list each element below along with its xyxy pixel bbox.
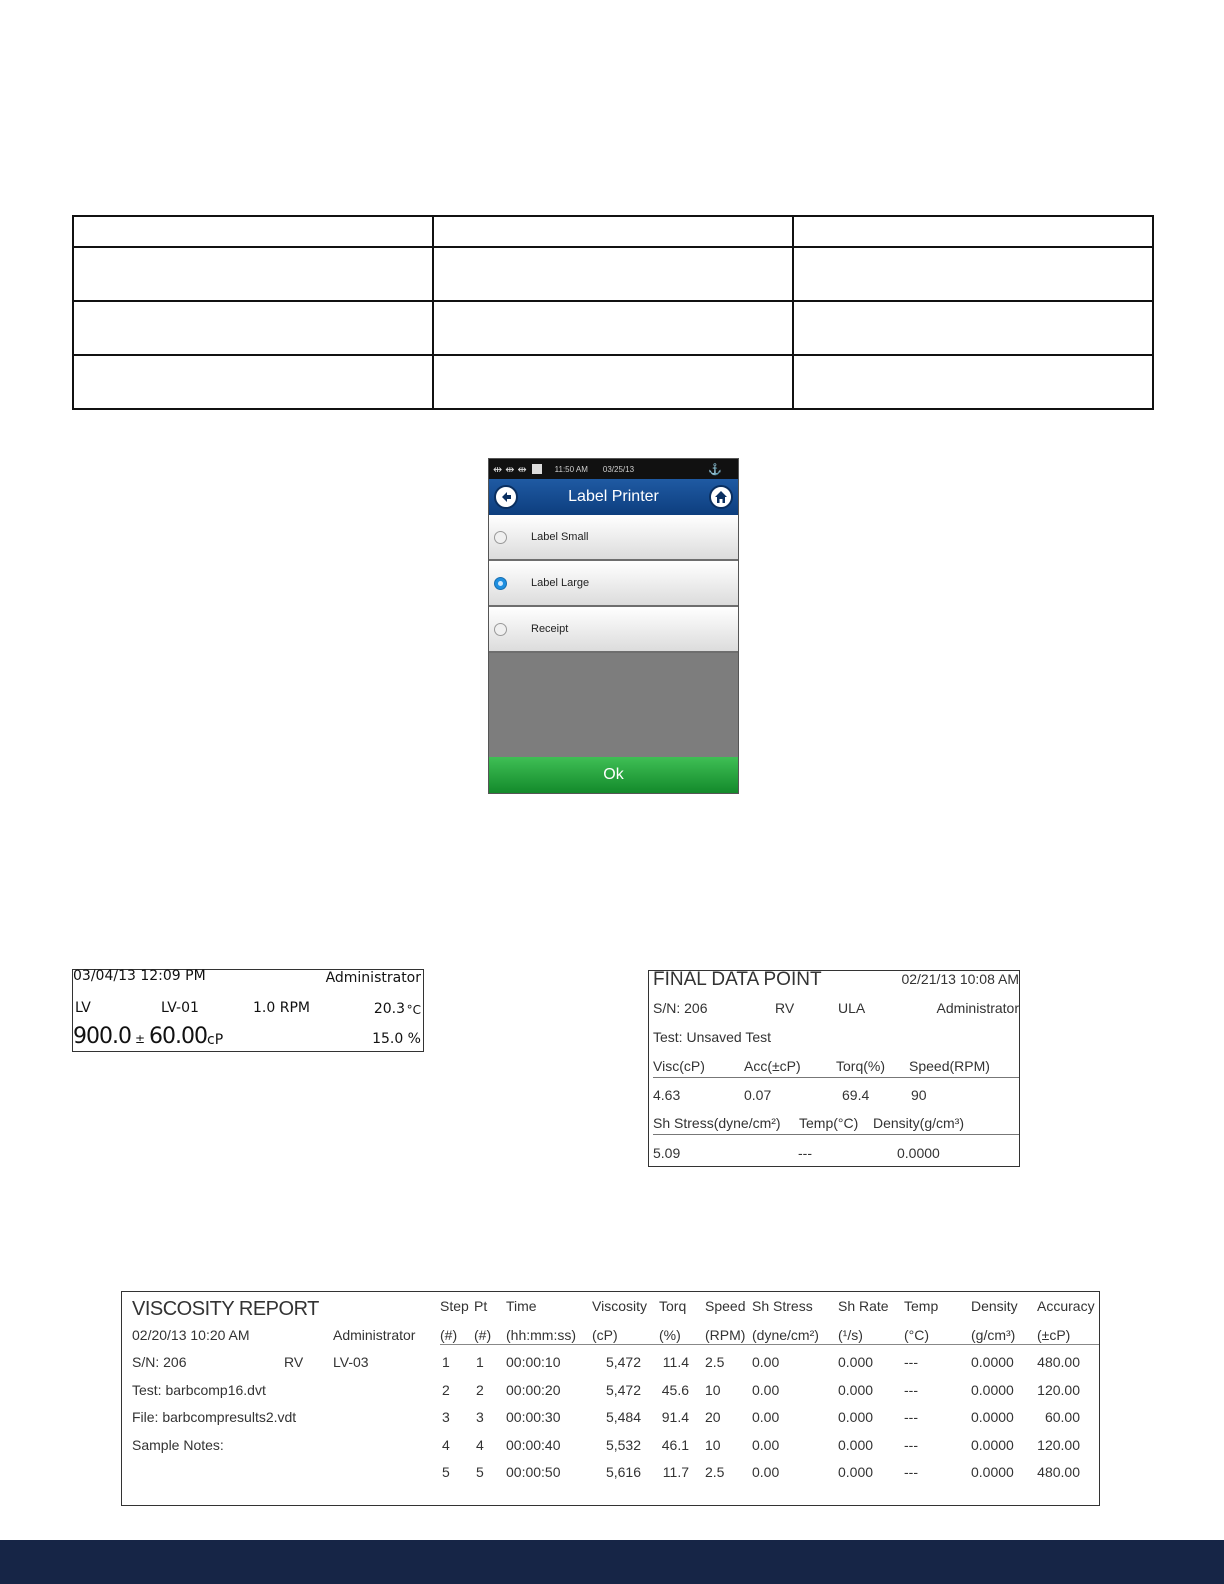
display-spindle: LV-01 — [161, 1000, 199, 1016]
display-visc-unit: cP — [207, 1032, 224, 1048]
report-column-header: Sh Rate — [838, 1298, 889, 1314]
fdp-title: FINAL DATA POINT — [653, 969, 822, 990]
report-column-header: (g/cm³) — [971, 1327, 1016, 1343]
option-label-large[interactable] — [489, 561, 738, 607]
report-cell: 0.000 — [838, 1382, 874, 1398]
radio-label-large[interactable] — [494, 577, 507, 590]
report-cell: 0.00 — [752, 1464, 780, 1480]
report-cell: 11.7 — [662, 1464, 689, 1480]
fdp-test: Test: Unsaved Test — [653, 1029, 772, 1045]
antenna-icon: ⚓ — [708, 463, 722, 476]
fdp-header: Density(g/cm³) — [873, 1115, 965, 1131]
usb-icon: ⇹ — [517, 463, 527, 476]
fdp-value: 0.07 — [744, 1087, 772, 1103]
report-cell: 45.6 — [661, 1382, 689, 1398]
display-accuracy: 60.00 — [149, 1024, 207, 1049]
report-cell: 46.1 — [661, 1437, 689, 1453]
fdp-value: 69.4 — [842, 1087, 870, 1103]
fdp-datetime: 02/21/13 10:08 AM — [901, 971, 1019, 987]
report-title: VISCOSITY REPORT — [132, 1298, 319, 1320]
display-model: LV — [75, 1000, 91, 1016]
report-cell: 00:00:40 — [506, 1437, 561, 1453]
option-label: Receipt — [531, 623, 569, 635]
report-column-header: Pt — [474, 1298, 488, 1314]
report-cell: --- — [904, 1354, 918, 1370]
status-bar — [489, 459, 738, 479]
divider — [653, 1134, 1019, 1135]
printer-icon — [532, 464, 542, 474]
fdp-spindle: ULA — [838, 1000, 866, 1016]
instrument-display — [72, 969, 424, 1052]
report-column-header: Step — [440, 1298, 469, 1314]
report-cell: --- — [904, 1409, 918, 1425]
display-speed: 1.0 RPM — [253, 1000, 310, 1016]
report-cell: 0.00 — [752, 1409, 780, 1425]
report-cell: 60.00 — [1044, 1409, 1080, 1425]
usb-icon: ⇹ — [493, 463, 503, 476]
fdp-value: --- — [798, 1145, 812, 1161]
report-column-header: Accuracy — [1037, 1298, 1095, 1314]
report-cell: 1 — [442, 1354, 450, 1370]
report-cell: 0.0000 — [971, 1437, 1014, 1453]
display-temp-unit: °C — [406, 1003, 421, 1017]
report-cell: 0.000 — [838, 1354, 874, 1370]
ok-button[interactable]: Ok — [489, 757, 738, 793]
report-cell: 5,616 — [605, 1464, 641, 1480]
divider — [440, 1344, 1099, 1345]
report-column-header: (¹/s) — [838, 1327, 863, 1343]
fdp-model: RV — [775, 1000, 795, 1016]
report-column-header: Temp — [904, 1298, 939, 1314]
report-cell: --- — [904, 1464, 918, 1480]
report-cell: 0.0000 — [971, 1354, 1014, 1370]
divider — [653, 1077, 1019, 1078]
report-cell: 4 — [476, 1437, 484, 1453]
report-cell: --- — [904, 1437, 918, 1453]
fdp-header: Torq(%) — [836, 1058, 886, 1074]
option-receipt[interactable] — [489, 607, 738, 653]
report-cell: 0.000 — [838, 1437, 874, 1453]
report-cell: 0.00 — [752, 1354, 780, 1370]
report-cell: 00:00:10 — [506, 1354, 561, 1370]
report-cell: 10 — [705, 1382, 721, 1398]
report-spindle: LV-03 — [333, 1354, 369, 1370]
report-sn: S/N: 206 — [132, 1354, 187, 1370]
option-label: Label Small — [531, 531, 589, 543]
report-column-header: Torq — [659, 1298, 687, 1314]
report-column-header: (#) — [440, 1327, 458, 1343]
fdp-value: 0.0000 — [897, 1145, 940, 1161]
report-datetime: 02/20/13 10:20 AM — [132, 1327, 250, 1343]
fdp-value: 90 — [911, 1087, 927, 1103]
report-column-header: Sh Stress — [752, 1298, 813, 1314]
report-test: Test: barbcomp16.dvt — [132, 1382, 266, 1398]
radio-label-small[interactable] — [494, 531, 507, 544]
fdp-header: Temp(°C) — [799, 1115, 859, 1131]
fdp-header: Sh Stress(dyne/cm²) — [653, 1115, 781, 1131]
display-viscosity: 900.0 — [73, 1024, 131, 1049]
report-column-header: Viscosity — [592, 1298, 647, 1314]
report-cell: 3 — [476, 1409, 484, 1425]
report-cell: --- — [904, 1382, 918, 1398]
report-cell: 120.00 — [1037, 1437, 1080, 1453]
report-column-header: (cP) — [592, 1327, 618, 1343]
title-bar — [489, 479, 738, 515]
report-cell: 5 — [476, 1464, 484, 1480]
report-model: RV — [284, 1354, 304, 1370]
screen-title: Label Printer — [568, 488, 659, 505]
report-cell: 4 — [442, 1437, 450, 1453]
report-cell: 2.5 — [705, 1354, 725, 1370]
report-cell: 0.00 — [752, 1382, 780, 1398]
report-cell: 480.00 — [1037, 1354, 1080, 1370]
viscosity-report-box — [121, 1291, 1100, 1506]
label-printer-screen — [488, 458, 739, 794]
report-column-header: (RPM) — [705, 1327, 746, 1343]
report-cell: 10 — [705, 1437, 721, 1453]
report-column-header: (#) — [474, 1327, 492, 1343]
fdp-header: Visc(cP) — [653, 1058, 705, 1074]
report-cell: 0.00 — [752, 1437, 780, 1453]
report-cell: 480.00 — [1037, 1464, 1080, 1480]
display-temp: 20.3 — [373, 1001, 405, 1017]
report-column-header: (%) — [659, 1327, 681, 1343]
radio-receipt[interactable] — [494, 623, 507, 636]
display-datetime: 03/04/13 12:09 PM — [73, 968, 206, 984]
report-cell: 1 — [476, 1354, 484, 1370]
fdp-header: Acc(±cP) — [744, 1058, 801, 1074]
back-arrow-icon — [499, 490, 513, 504]
display-plusminus: ± — [135, 1032, 146, 1046]
final-data-point-box — [648, 970, 1020, 1167]
report-cell: 2.5 — [705, 1464, 725, 1480]
option-label: Label Large — [531, 577, 590, 589]
report-cell: 00:00:50 — [506, 1464, 561, 1480]
report-column-header: Time — [506, 1298, 537, 1314]
report-cell: 2 — [442, 1382, 450, 1398]
report-cell: 120.00 — [1037, 1382, 1080, 1398]
report-cell: 00:00:20 — [506, 1382, 561, 1398]
report-cell: 91.4 — [661, 1409, 689, 1425]
status-date: 03/25/13 — [602, 464, 635, 474]
fdp-value: 5.09 — [653, 1145, 681, 1161]
home-button[interactable] — [709, 485, 733, 509]
report-cell: 0.0000 — [971, 1409, 1014, 1425]
fdp-sn: S/N: 206 — [653, 1000, 708, 1016]
report-cell: 5 — [442, 1464, 450, 1480]
report-cell: 0.000 — [838, 1464, 874, 1480]
display-user: Administrator — [325, 970, 421, 986]
report-file: File: barbcompresults2.vdt — [132, 1409, 297, 1425]
report-cell: 5,472 — [605, 1354, 641, 1370]
report-notes: Sample Notes: — [132, 1437, 224, 1453]
report-column-header: Density — [971, 1298, 1018, 1314]
back-button[interactable] — [494, 485, 518, 509]
fdp-user: Administrator — [936, 1000, 1019, 1016]
report-column-header: (dyne/cm²) — [752, 1327, 819, 1343]
report-column-header: (°C) — [904, 1327, 930, 1343]
report-column-header: (±cP) — [1037, 1327, 1071, 1343]
report-cell: 5,532 — [605, 1437, 641, 1453]
empty-grid-table — [72, 215, 1154, 410]
home-icon — [714, 490, 728, 504]
footer-bar — [0, 1540, 1224, 1584]
fdp-value: 4.63 — [653, 1087, 681, 1103]
fdp-header: Speed(RPM) — [909, 1058, 990, 1074]
report-cell: 0.000 — [838, 1409, 874, 1425]
report-cell: 0.0000 — [971, 1382, 1014, 1398]
report-column-header: Speed — [705, 1298, 746, 1314]
option-label-small[interactable] — [489, 515, 738, 561]
report-cell: 5,472 — [605, 1382, 641, 1398]
usb-icon: ⇹ — [505, 463, 515, 476]
report-cell: 0.0000 — [971, 1464, 1014, 1480]
report-cell: 3 — [442, 1409, 450, 1425]
report-cell: 00:00:30 — [506, 1409, 561, 1425]
report-cell: 5,484 — [605, 1409, 641, 1425]
report-user: Administrator — [333, 1327, 416, 1343]
status-time: 11:50 AM — [554, 464, 588, 474]
report-cell: 11.4 — [662, 1354, 689, 1370]
report-column-header: (hh:mm:ss) — [506, 1327, 576, 1343]
report-cell: 2 — [476, 1382, 484, 1398]
report-cell: 20 — [705, 1409, 721, 1425]
display-torque: 15.0 % — [372, 1031, 421, 1047]
